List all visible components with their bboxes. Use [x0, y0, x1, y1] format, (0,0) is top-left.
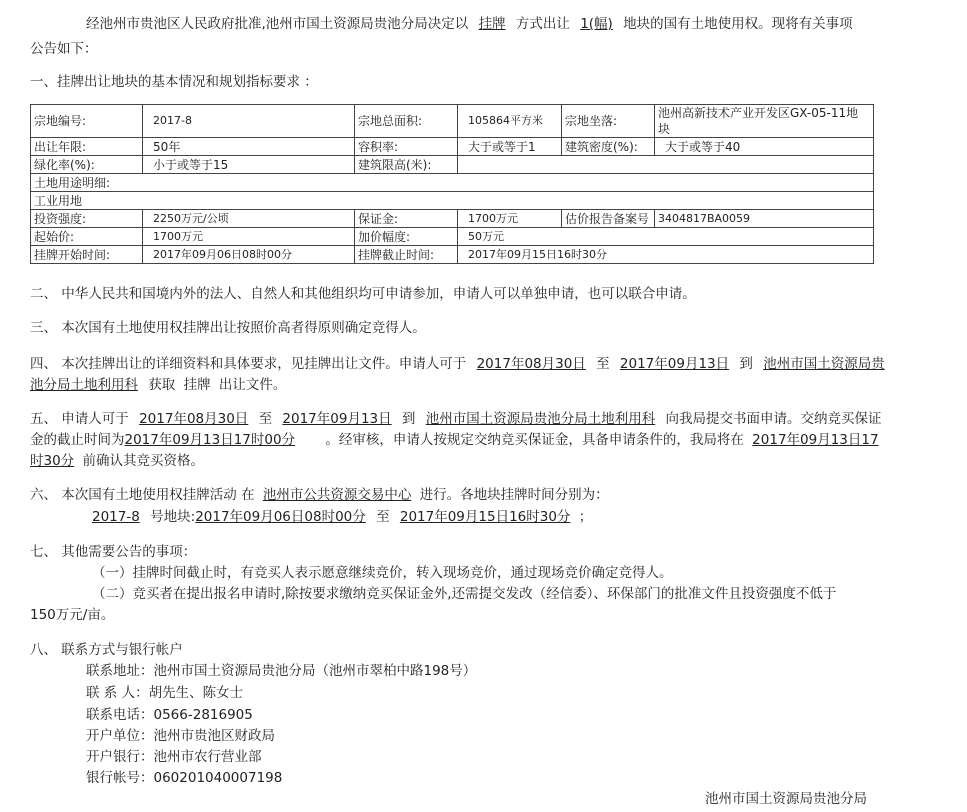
table-cell: 2017-8	[143, 105, 355, 138]
table-cell: 土地用途明细:	[31, 174, 874, 192]
section-5-line-1: 五、 申请人可于 2017年08月30日 至 2017年09月13日 到 池州市国土资源局贵池分局土地利用科 向我局提交书面申请。交纳竞买保证	[30, 411, 882, 427]
date-start: 2017年08月30日	[476, 356, 586, 372]
table-cell: 保证金:	[355, 210, 458, 228]
table-cell: 工业用地	[31, 192, 874, 210]
parcel-number: 2017-8	[92, 509, 140, 525]
table-cell: 挂牌截止时间:	[355, 246, 458, 264]
table-cell: 池州高新技术产业开发区GX-05-11地块	[655, 105, 874, 138]
table-cell: 50年	[143, 138, 355, 156]
table-cell: 2017年09月15日16时30分	[458, 246, 874, 264]
table-cell: 挂牌开始时间:	[31, 246, 143, 264]
section-4-line-2: 池分局土地利用科 获取 挂牌 出让文件。	[30, 377, 287, 393]
table-cell: 大于或等于40	[655, 138, 874, 156]
date-end: 2017年09月13日	[619, 356, 730, 372]
land-info-table	[30, 104, 874, 264]
section-1-title: 一、挂牌出让地块的基本情况和规划指标要求 ：	[30, 74, 318, 90]
table-cell: 出让年限:	[31, 138, 143, 156]
table-cell: 1700万元	[143, 228, 355, 246]
parcel-count: 1(幅)	[580, 16, 613, 32]
signature: 池州市国土资源局贵池分局	[705, 791, 867, 807]
table-row	[31, 105, 874, 138]
date-end: 2017年09月13日	[282, 411, 392, 427]
account-bank: 开户银行：池州市农行营业部	[86, 749, 262, 765]
section-6-line-1: 六、 本次国有土地使用权挂牌活动 在 池州市公共资源交易中心 进行。各地块挂牌时间分别为：	[30, 487, 609, 503]
section-8-title: 八、 联系方式与银行帐户	[30, 642, 183, 658]
intro-line-2: 公告如下：	[30, 41, 98, 57]
table-cell: 1700万元	[458, 210, 562, 228]
table-cell: 宗地编号:	[31, 105, 143, 138]
table-row	[31, 192, 874, 210]
table-cell: 宗地坐落:	[562, 105, 655, 138]
office-location: 池州市国土资源局贵池分局土地利用科	[425, 411, 656, 427]
contact-address: 联系地址：池州市国土资源局贵池分局（池州市翠柏中路198号）	[86, 663, 477, 679]
listing-start: 2017年09月06日08时00分	[195, 509, 366, 525]
section-4-line-1: 四、 本次挂牌出让的详细资料和具体要求，见挂牌出让文件。申请人可于 2017年08月30日 至 2017年09月13日 到 池州市国土资源局贵	[30, 356, 885, 372]
table-row	[31, 246, 874, 264]
table-cell: 加价幅度:	[355, 228, 458, 246]
table-cell: 估价报告备案号	[562, 210, 655, 228]
trading-center: 池州市公共资源交易中心	[262, 487, 412, 503]
contact-person: 联 系 人：胡先生、陈女士	[86, 685, 244, 701]
section-2: 二、 中华人民共和国境内外的法人、自然人和其他组织均可申请参加，申请人可以单独申请，也可以联合申请。	[30, 286, 696, 302]
table-cell: 小于或等于15	[143, 156, 355, 174]
table-row	[31, 138, 874, 156]
contact-phone: 联系电话：0566-2816905	[86, 707, 253, 723]
confirm-time: 时30分	[30, 453, 75, 469]
table-cell: 2250万元/公顷	[143, 210, 355, 228]
section-5-line-3: 时30分 前确认其竞买资格。	[30, 453, 204, 469]
deposit-deadline: 2017年09月13日17时00分	[124, 432, 296, 448]
section-6-line-2: 2017-8 号地块:2017年09月06日08时00分 至 2017年09月15日16时30分 ；	[92, 509, 593, 525]
table-cell: 50万元	[458, 228, 874, 246]
table-row	[31, 174, 874, 192]
table-cell: 投资强度:	[31, 210, 143, 228]
table-cell: 大于或等于1	[458, 138, 562, 156]
table-cell: 建筑密度(%):	[562, 138, 655, 156]
table-cell: 绿化率(%):	[31, 156, 143, 174]
table-cell: 容积率:	[355, 138, 458, 156]
table-row	[31, 210, 874, 228]
section-7-item-1: （一）挂牌时间截止时，有竞买人表示愿意继续竞价，转入现场竞价，通过现场竞价确定竞得人。	[92, 565, 673, 581]
transfer-method: 挂牌	[478, 16, 506, 32]
table-cell: 建筑限高(米):	[355, 156, 458, 174]
confirm-time: 2017年09月13日17	[752, 432, 879, 448]
section-5-line-2: 金的截止时间为2017年09月13日17时00分 。经审核，申请人按规定交纳竞买保证金，具备申请条件的，我局将在 2017年09月13日17	[30, 432, 879, 448]
account-unit: 开户单位：池州市贵池区财政局	[86, 728, 275, 744]
date-start: 2017年08月30日	[139, 411, 249, 427]
section-7-title: 七、 其他需要公告的事项：	[30, 544, 197, 560]
section-7-item-2: （二）竞买者在提出报名申请时,除按要求缴纳竞买保证金外,还需提交发改（经信委）、环保部门的批准文件且投资强度不低于	[92, 586, 837, 602]
account-number: 银行帐号：060201040007198	[86, 770, 283, 786]
section-3: 三、 本次国有土地使用权挂牌出让按照价高者得原则确定竞得人。	[30, 320, 426, 336]
office-location: 池分局土地利用科	[30, 377, 138, 393]
section-7-item-2-cont: 150万元/亩。	[30, 607, 115, 623]
table-cell: 宗地总面积:	[355, 105, 458, 138]
table-row	[31, 228, 874, 246]
intro-line-1: 经池州市贵池区人民政府批准,池州市国土资源局贵池分局决定以 挂牌 方式出让 1(幅) 地块的国有土地使用权。现将有关事项	[86, 16, 853, 32]
listing-end: 2017年09月15日16时30分	[399, 509, 571, 525]
table-row	[31, 156, 874, 174]
table-cell	[458, 156, 874, 174]
table-cell: 3404817BA0059	[655, 210, 874, 228]
table-cell: 2017年09月06日08时00分	[143, 246, 355, 264]
office-location: 池州市国土资源局贵	[763, 356, 885, 372]
table-cell: 起始价:	[31, 228, 143, 246]
table-cell: 105864平方米	[458, 105, 562, 138]
